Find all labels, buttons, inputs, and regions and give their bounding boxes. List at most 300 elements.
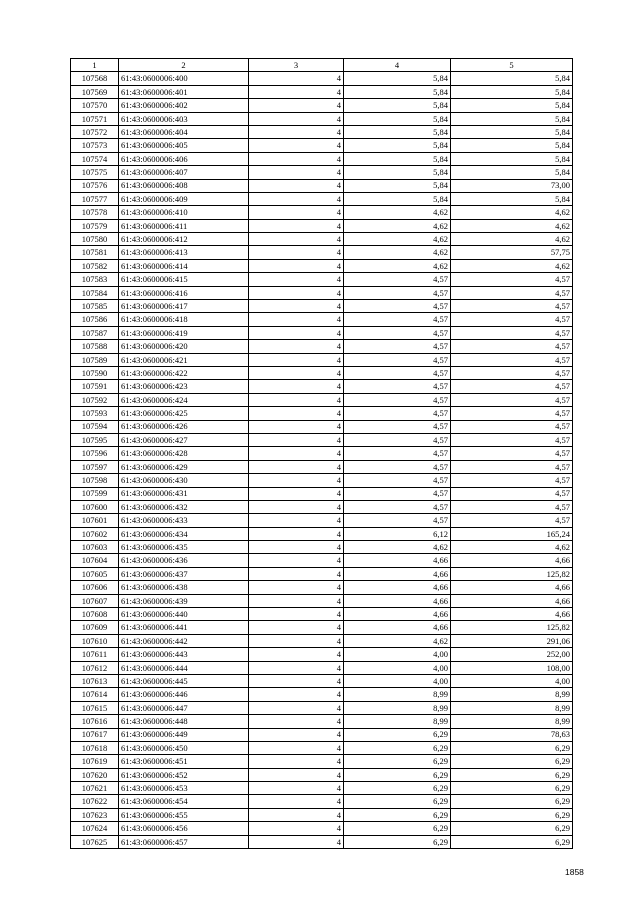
column-4-cell: 4,00 bbox=[344, 674, 451, 687]
cadastral-number-cell: 61:43:0600006:432 bbox=[119, 500, 249, 513]
column-5-cell: 4,57 bbox=[451, 380, 573, 393]
column-3-cell: 4 bbox=[249, 487, 344, 500]
row-number-cell: 107574 bbox=[71, 152, 119, 165]
cadastral-number-cell: 61:43:0600006:429 bbox=[119, 460, 249, 473]
column-3-cell: 4 bbox=[249, 99, 344, 112]
cadastral-number-cell: 61:43:0600006:412 bbox=[119, 233, 249, 246]
column-4-cell: 6,29 bbox=[344, 755, 451, 768]
cadastral-number-cell: 61:43:0600006:438 bbox=[119, 581, 249, 594]
row-number-cell: 107568 bbox=[71, 72, 119, 85]
cadastral-number-cell: 61:43:0600006:402 bbox=[119, 99, 249, 112]
column-5-cell: 8,99 bbox=[451, 688, 573, 701]
column-5-cell: 6,29 bbox=[451, 741, 573, 754]
column-3-cell: 4 bbox=[249, 85, 344, 98]
row-number-cell: 107571 bbox=[71, 112, 119, 125]
column-4-cell: 4,57 bbox=[344, 353, 451, 366]
column-5-cell: 5,84 bbox=[451, 72, 573, 85]
column-4-cell: 5,84 bbox=[344, 139, 451, 152]
column-5-cell: 4,57 bbox=[451, 353, 573, 366]
row-number-cell: 107623 bbox=[71, 808, 119, 821]
column-3-cell: 4 bbox=[249, 139, 344, 152]
column-4-cell: 5,84 bbox=[344, 152, 451, 165]
table-row bbox=[71, 581, 573, 594]
row-number-cell: 107570 bbox=[71, 99, 119, 112]
column-3-cell: 4 bbox=[249, 206, 344, 219]
column-4-cell: 8,99 bbox=[344, 715, 451, 728]
row-number-cell: 107601 bbox=[71, 514, 119, 527]
row-number-cell: 107602 bbox=[71, 527, 119, 540]
cadastral-number-cell: 61:43:0600006:410 bbox=[119, 206, 249, 219]
cadastral-number-cell: 61:43:0600006:401 bbox=[119, 85, 249, 98]
column-4-cell: 4,57 bbox=[344, 300, 451, 313]
cadastral-number-cell: 61:43:0600006:448 bbox=[119, 715, 249, 728]
column-4-cell: 8,99 bbox=[344, 688, 451, 701]
column-5-cell: 6,29 bbox=[451, 835, 573, 848]
cadastral-number-cell: 61:43:0600006:451 bbox=[119, 755, 249, 768]
row-number-cell: 107595 bbox=[71, 433, 119, 446]
column-5-cell: 165,24 bbox=[451, 527, 573, 540]
column-4-cell: 4,57 bbox=[344, 460, 451, 473]
row-number-cell: 107615 bbox=[71, 701, 119, 714]
table-row bbox=[71, 219, 573, 232]
column-5-cell: 8,99 bbox=[451, 701, 573, 714]
row-number-cell: 107577 bbox=[71, 192, 119, 205]
column-4-cell: 4,57 bbox=[344, 407, 451, 420]
column-5-cell: 4,57 bbox=[451, 474, 573, 487]
cadastral-number-cell: 61:43:0600006:419 bbox=[119, 326, 249, 339]
table-row bbox=[71, 741, 573, 754]
column-5-cell: 4,57 bbox=[451, 514, 573, 527]
column-3-cell: 4 bbox=[249, 300, 344, 313]
cadastral-number-cell: 61:43:0600006:446 bbox=[119, 688, 249, 701]
cadastral-number-cell: 61:43:0600006:418 bbox=[119, 313, 249, 326]
column-5-cell: 78,63 bbox=[451, 728, 573, 741]
cadastral-number-cell: 61:43:0600006:454 bbox=[119, 795, 249, 808]
table-row bbox=[71, 112, 573, 125]
cadastral-number-cell: 61:43:0600006:411 bbox=[119, 219, 249, 232]
column-3-cell: 4 bbox=[249, 541, 344, 554]
table-row bbox=[71, 822, 573, 835]
column-3-cell: 4 bbox=[249, 608, 344, 621]
column-4-cell: 4,66 bbox=[344, 581, 451, 594]
row-number-cell: 107610 bbox=[71, 634, 119, 647]
table-row bbox=[71, 393, 573, 406]
column-3-cell: 4 bbox=[249, 822, 344, 835]
table-row bbox=[71, 407, 573, 420]
column-3-cell: 4 bbox=[249, 447, 344, 460]
column-header-1: 1 bbox=[71, 59, 119, 72]
cadastral-number-cell: 61:43:0600006:440 bbox=[119, 608, 249, 621]
cadastral-number-cell: 61:43:0600006:436 bbox=[119, 554, 249, 567]
column-3-cell: 4 bbox=[249, 755, 344, 768]
column-4-cell: 5,84 bbox=[344, 112, 451, 125]
column-3-cell: 4 bbox=[249, 554, 344, 567]
column-4-cell: 4,57 bbox=[344, 514, 451, 527]
table-row bbox=[71, 447, 573, 460]
column-3-cell: 4 bbox=[249, 594, 344, 607]
column-5-cell: 4,57 bbox=[451, 313, 573, 326]
table-row bbox=[71, 527, 573, 540]
column-5-cell: 4,57 bbox=[451, 340, 573, 353]
column-3-cell: 4 bbox=[249, 246, 344, 259]
table-row bbox=[71, 206, 573, 219]
table-row bbox=[71, 835, 573, 848]
row-number-cell: 107594 bbox=[71, 420, 119, 433]
column-5-cell: 5,84 bbox=[451, 192, 573, 205]
column-3-cell: 4 bbox=[249, 567, 344, 580]
table-row bbox=[71, 661, 573, 674]
column-3-cell: 4 bbox=[249, 152, 344, 165]
column-5-cell: 4,57 bbox=[451, 447, 573, 460]
column-4-cell: 4,57 bbox=[344, 340, 451, 353]
column-4-cell: 4,57 bbox=[344, 313, 451, 326]
column-3-cell: 4 bbox=[249, 340, 344, 353]
column-3-cell: 4 bbox=[249, 112, 344, 125]
column-4-cell: 4,62 bbox=[344, 219, 451, 232]
cadastral-number-cell: 61:43:0600006:453 bbox=[119, 782, 249, 795]
table-row bbox=[71, 72, 573, 85]
row-number-cell: 107600 bbox=[71, 500, 119, 513]
column-3-cell: 4 bbox=[249, 701, 344, 714]
cadastral-number-cell: 61:43:0600006:457 bbox=[119, 835, 249, 848]
column-header-5: 5 bbox=[451, 59, 573, 72]
column-5-cell: 4,62 bbox=[451, 541, 573, 554]
column-5-cell: 4,57 bbox=[451, 407, 573, 420]
column-3-cell: 4 bbox=[249, 433, 344, 446]
column-5-cell: 5,84 bbox=[451, 99, 573, 112]
column-header-3: 3 bbox=[249, 59, 344, 72]
column-5-cell: 4,57 bbox=[451, 393, 573, 406]
table-row bbox=[71, 500, 573, 513]
column-4-cell: 6,29 bbox=[344, 808, 451, 821]
table-row bbox=[71, 782, 573, 795]
cadastral-number-cell: 61:43:0600006:426 bbox=[119, 420, 249, 433]
column-5-cell: 6,29 bbox=[451, 795, 573, 808]
row-number-cell: 107624 bbox=[71, 822, 119, 835]
column-5-cell: 5,84 bbox=[451, 166, 573, 179]
row-number-cell: 107576 bbox=[71, 179, 119, 192]
column-3-cell: 4 bbox=[249, 768, 344, 781]
column-3-cell: 4 bbox=[249, 795, 344, 808]
column-5-cell: 4,57 bbox=[451, 420, 573, 433]
column-5-cell: 4,57 bbox=[451, 460, 573, 473]
column-4-cell: 4,57 bbox=[344, 273, 451, 286]
cadastral-number-cell: 61:43:0600006:417 bbox=[119, 300, 249, 313]
row-number-cell: 107575 bbox=[71, 166, 119, 179]
column-4-cell: 4,66 bbox=[344, 594, 451, 607]
column-3-cell: 4 bbox=[249, 460, 344, 473]
table-row bbox=[71, 808, 573, 821]
column-4-cell: 6,29 bbox=[344, 782, 451, 795]
table-row bbox=[71, 554, 573, 567]
cadastral-number-cell: 61:43:0600006:441 bbox=[119, 621, 249, 634]
cadastral-number-cell: 61:43:0600006:421 bbox=[119, 353, 249, 366]
row-number-cell: 107607 bbox=[71, 594, 119, 607]
cadastral-number-cell: 61:43:0600006:452 bbox=[119, 768, 249, 781]
cadastral-number-cell: 61:43:0600006:416 bbox=[119, 286, 249, 299]
column-3-cell: 4 bbox=[249, 648, 344, 661]
column-3-cell: 4 bbox=[249, 661, 344, 674]
table-row bbox=[71, 420, 573, 433]
column-5-cell: 125,82 bbox=[451, 567, 573, 580]
row-number-cell: 107599 bbox=[71, 487, 119, 500]
column-5-cell: 6,29 bbox=[451, 782, 573, 795]
table-row bbox=[71, 99, 573, 112]
row-number-cell: 107617 bbox=[71, 728, 119, 741]
row-number-cell: 107580 bbox=[71, 233, 119, 246]
table-row bbox=[71, 768, 573, 781]
cadastral-number-cell: 61:43:0600006:431 bbox=[119, 487, 249, 500]
table-row bbox=[71, 795, 573, 808]
column-3-cell: 4 bbox=[249, 674, 344, 687]
column-5-cell: 4,00 bbox=[451, 674, 573, 687]
column-4-cell: 4,62 bbox=[344, 206, 451, 219]
column-5-cell: 4,62 bbox=[451, 206, 573, 219]
page-number: 1858 bbox=[565, 867, 584, 877]
column-3-cell: 4 bbox=[249, 514, 344, 527]
column-4-cell: 4,00 bbox=[344, 648, 451, 661]
header-row bbox=[71, 59, 573, 72]
cadastral-number-cell: 61:43:0600006:433 bbox=[119, 514, 249, 527]
column-4-cell: 4,57 bbox=[344, 393, 451, 406]
column-4-cell: 4,66 bbox=[344, 608, 451, 621]
table-row bbox=[71, 179, 573, 192]
column-4-cell: 4,57 bbox=[344, 474, 451, 487]
table-row bbox=[71, 273, 573, 286]
row-number-cell: 107621 bbox=[71, 782, 119, 795]
cadastral-number-cell: 61:43:0600006:409 bbox=[119, 192, 249, 205]
column-3-cell: 4 bbox=[249, 527, 344, 540]
row-number-cell: 107619 bbox=[71, 755, 119, 768]
table-row bbox=[71, 514, 573, 527]
column-3-cell: 4 bbox=[249, 380, 344, 393]
column-4-cell: 4,57 bbox=[344, 286, 451, 299]
cadastral-number-cell: 61:43:0600006:404 bbox=[119, 125, 249, 138]
column-4-cell: 5,84 bbox=[344, 99, 451, 112]
cadastral-number-cell: 61:43:0600006:456 bbox=[119, 822, 249, 835]
column-3-cell: 4 bbox=[249, 728, 344, 741]
column-4-cell: 4,57 bbox=[344, 326, 451, 339]
cadastral-number-cell: 61:43:0600006:444 bbox=[119, 661, 249, 674]
table-row bbox=[71, 286, 573, 299]
column-4-cell: 4,57 bbox=[344, 366, 451, 379]
column-3-cell: 4 bbox=[249, 500, 344, 513]
table-row bbox=[71, 353, 573, 366]
column-3-cell: 4 bbox=[249, 420, 344, 433]
column-5-cell: 6,29 bbox=[451, 768, 573, 781]
column-5-cell: 4,57 bbox=[451, 500, 573, 513]
column-5-cell: 4,57 bbox=[451, 300, 573, 313]
cadastral-number-cell: 61:43:0600006:442 bbox=[119, 634, 249, 647]
cadastral-number-cell: 61:43:0600006:415 bbox=[119, 273, 249, 286]
cadastral-number-cell: 61:43:0600006:408 bbox=[119, 179, 249, 192]
column-3-cell: 4 bbox=[249, 72, 344, 85]
table-row bbox=[71, 139, 573, 152]
column-4-cell: 5,84 bbox=[344, 125, 451, 138]
row-number-cell: 107613 bbox=[71, 674, 119, 687]
row-number-cell: 107569 bbox=[71, 85, 119, 98]
cadastral-number-cell: 61:43:0600006:414 bbox=[119, 259, 249, 272]
column-3-cell: 4 bbox=[249, 259, 344, 272]
table-row bbox=[71, 233, 573, 246]
column-4-cell: 4,62 bbox=[344, 259, 451, 272]
column-3-cell: 4 bbox=[249, 313, 344, 326]
column-3-cell: 4 bbox=[249, 192, 344, 205]
column-5-cell: 4,57 bbox=[451, 286, 573, 299]
column-5-cell: 4,57 bbox=[451, 433, 573, 446]
column-4-cell: 4,57 bbox=[344, 447, 451, 460]
column-3-cell: 4 bbox=[249, 782, 344, 795]
column-5-cell: 5,84 bbox=[451, 112, 573, 125]
column-4-cell: 4,57 bbox=[344, 487, 451, 500]
row-number-cell: 107587 bbox=[71, 326, 119, 339]
cadastral-number-cell: 61:43:0600006:413 bbox=[119, 246, 249, 259]
cadastral-number-cell: 61:43:0600006:428 bbox=[119, 447, 249, 460]
column-5-cell: 4,66 bbox=[451, 608, 573, 621]
table-row bbox=[71, 634, 573, 647]
cadastral-number-cell: 61:43:0600006:430 bbox=[119, 474, 249, 487]
column-4-cell: 6,29 bbox=[344, 795, 451, 808]
cadastral-number-cell: 61:43:0600006:439 bbox=[119, 594, 249, 607]
table-row bbox=[71, 755, 573, 768]
column-4-cell: 4,57 bbox=[344, 433, 451, 446]
table-row bbox=[71, 594, 573, 607]
column-3-cell: 4 bbox=[249, 621, 344, 634]
row-number-cell: 107573 bbox=[71, 139, 119, 152]
cadastral-number-cell: 61:43:0600006:406 bbox=[119, 152, 249, 165]
table-row bbox=[71, 648, 573, 661]
column-4-cell: 4,66 bbox=[344, 554, 451, 567]
column-5-cell: 4,62 bbox=[451, 259, 573, 272]
column-4-cell: 5,84 bbox=[344, 166, 451, 179]
column-3-cell: 4 bbox=[249, 407, 344, 420]
column-5-cell: 8,99 bbox=[451, 715, 573, 728]
row-number-cell: 107618 bbox=[71, 741, 119, 754]
column-4-cell: 4,57 bbox=[344, 420, 451, 433]
cadastral-number-cell: 61:43:0600006:443 bbox=[119, 648, 249, 661]
column-5-cell: 4,57 bbox=[451, 273, 573, 286]
cadastral-number-cell: 61:43:0600006:455 bbox=[119, 808, 249, 821]
row-number-cell: 107583 bbox=[71, 273, 119, 286]
row-number-cell: 107612 bbox=[71, 661, 119, 674]
cadastral-number-cell: 61:43:0600006:434 bbox=[119, 527, 249, 540]
column-5-cell: 4,66 bbox=[451, 554, 573, 567]
cadastral-number-cell: 61:43:0600006:437 bbox=[119, 567, 249, 580]
table-row bbox=[71, 728, 573, 741]
column-3-cell: 4 bbox=[249, 474, 344, 487]
row-number-cell: 107608 bbox=[71, 608, 119, 621]
column-5-cell: 6,29 bbox=[451, 822, 573, 835]
cadastral-number-cell: 61:43:0600006:403 bbox=[119, 112, 249, 125]
row-number-cell: 107590 bbox=[71, 366, 119, 379]
column-5-cell: 73,00 bbox=[451, 179, 573, 192]
cadastral-number-cell: 61:43:0600006:447 bbox=[119, 701, 249, 714]
table-row bbox=[71, 246, 573, 259]
column-header-4: 4 bbox=[344, 59, 451, 72]
table-row bbox=[71, 715, 573, 728]
row-number-cell: 107581 bbox=[71, 246, 119, 259]
column-4-cell: 6,29 bbox=[344, 768, 451, 781]
column-5-cell: 4,62 bbox=[451, 219, 573, 232]
cadastral-number-cell: 61:43:0600006:422 bbox=[119, 366, 249, 379]
column-4-cell: 5,84 bbox=[344, 72, 451, 85]
data-table bbox=[70, 58, 573, 849]
row-number-cell: 107589 bbox=[71, 353, 119, 366]
row-number-cell: 107586 bbox=[71, 313, 119, 326]
row-number-cell: 107592 bbox=[71, 393, 119, 406]
table-row bbox=[71, 433, 573, 446]
cadastral-number-cell: 61:43:0600006:445 bbox=[119, 674, 249, 687]
cadastral-number-cell: 61:43:0600006:449 bbox=[119, 728, 249, 741]
table-row bbox=[71, 192, 573, 205]
cadastral-number-cell: 61:43:0600006:424 bbox=[119, 393, 249, 406]
column-3-cell: 4 bbox=[249, 366, 344, 379]
row-number-cell: 107572 bbox=[71, 125, 119, 138]
row-number-cell: 107591 bbox=[71, 380, 119, 393]
table-row bbox=[71, 541, 573, 554]
column-4-cell: 4,62 bbox=[344, 246, 451, 259]
column-5-cell: 5,84 bbox=[451, 85, 573, 98]
column-3-cell: 4 bbox=[249, 166, 344, 179]
column-3-cell: 4 bbox=[249, 125, 344, 138]
table-row bbox=[71, 340, 573, 353]
column-4-cell: 4,62 bbox=[344, 634, 451, 647]
table-row bbox=[71, 674, 573, 687]
table-row bbox=[71, 608, 573, 621]
column-3-cell: 4 bbox=[249, 634, 344, 647]
column-5-cell: 4,57 bbox=[451, 487, 573, 500]
table-row bbox=[71, 125, 573, 138]
cadastral-number-cell: 61:43:0600006:435 bbox=[119, 541, 249, 554]
table-row bbox=[71, 701, 573, 714]
column-3-cell: 4 bbox=[249, 273, 344, 286]
column-4-cell: 8,99 bbox=[344, 701, 451, 714]
row-number-cell: 107620 bbox=[71, 768, 119, 781]
table-row bbox=[71, 300, 573, 313]
column-4-cell: 6,29 bbox=[344, 741, 451, 754]
column-5-cell: 291,06 bbox=[451, 634, 573, 647]
table-row bbox=[71, 366, 573, 379]
row-number-cell: 107582 bbox=[71, 259, 119, 272]
cadastral-number-cell: 61:43:0600006:400 bbox=[119, 72, 249, 85]
column-4-cell: 5,84 bbox=[344, 85, 451, 98]
table-row bbox=[71, 688, 573, 701]
column-5-cell: 6,29 bbox=[451, 808, 573, 821]
row-number-cell: 107597 bbox=[71, 460, 119, 473]
column-3-cell: 4 bbox=[249, 179, 344, 192]
column-5-cell: 108,00 bbox=[451, 661, 573, 674]
column-5-cell: 4,66 bbox=[451, 594, 573, 607]
row-number-cell: 107593 bbox=[71, 407, 119, 420]
column-4-cell: 4,62 bbox=[344, 541, 451, 554]
table-row bbox=[71, 85, 573, 98]
column-3-cell: 4 bbox=[249, 715, 344, 728]
row-number-cell: 107603 bbox=[71, 541, 119, 554]
cadastral-number-cell: 61:43:0600006:407 bbox=[119, 166, 249, 179]
table-row bbox=[71, 166, 573, 179]
column-4-cell: 6,29 bbox=[344, 728, 451, 741]
row-number-cell: 107588 bbox=[71, 340, 119, 353]
row-number-cell: 107606 bbox=[71, 581, 119, 594]
column-5-cell: 6,29 bbox=[451, 755, 573, 768]
column-5-cell: 5,84 bbox=[451, 125, 573, 138]
column-5-cell: 57,75 bbox=[451, 246, 573, 259]
table-row bbox=[71, 313, 573, 326]
row-number-cell: 107616 bbox=[71, 715, 119, 728]
row-number-cell: 107611 bbox=[71, 648, 119, 661]
row-number-cell: 107579 bbox=[71, 219, 119, 232]
column-3-cell: 4 bbox=[249, 219, 344, 232]
